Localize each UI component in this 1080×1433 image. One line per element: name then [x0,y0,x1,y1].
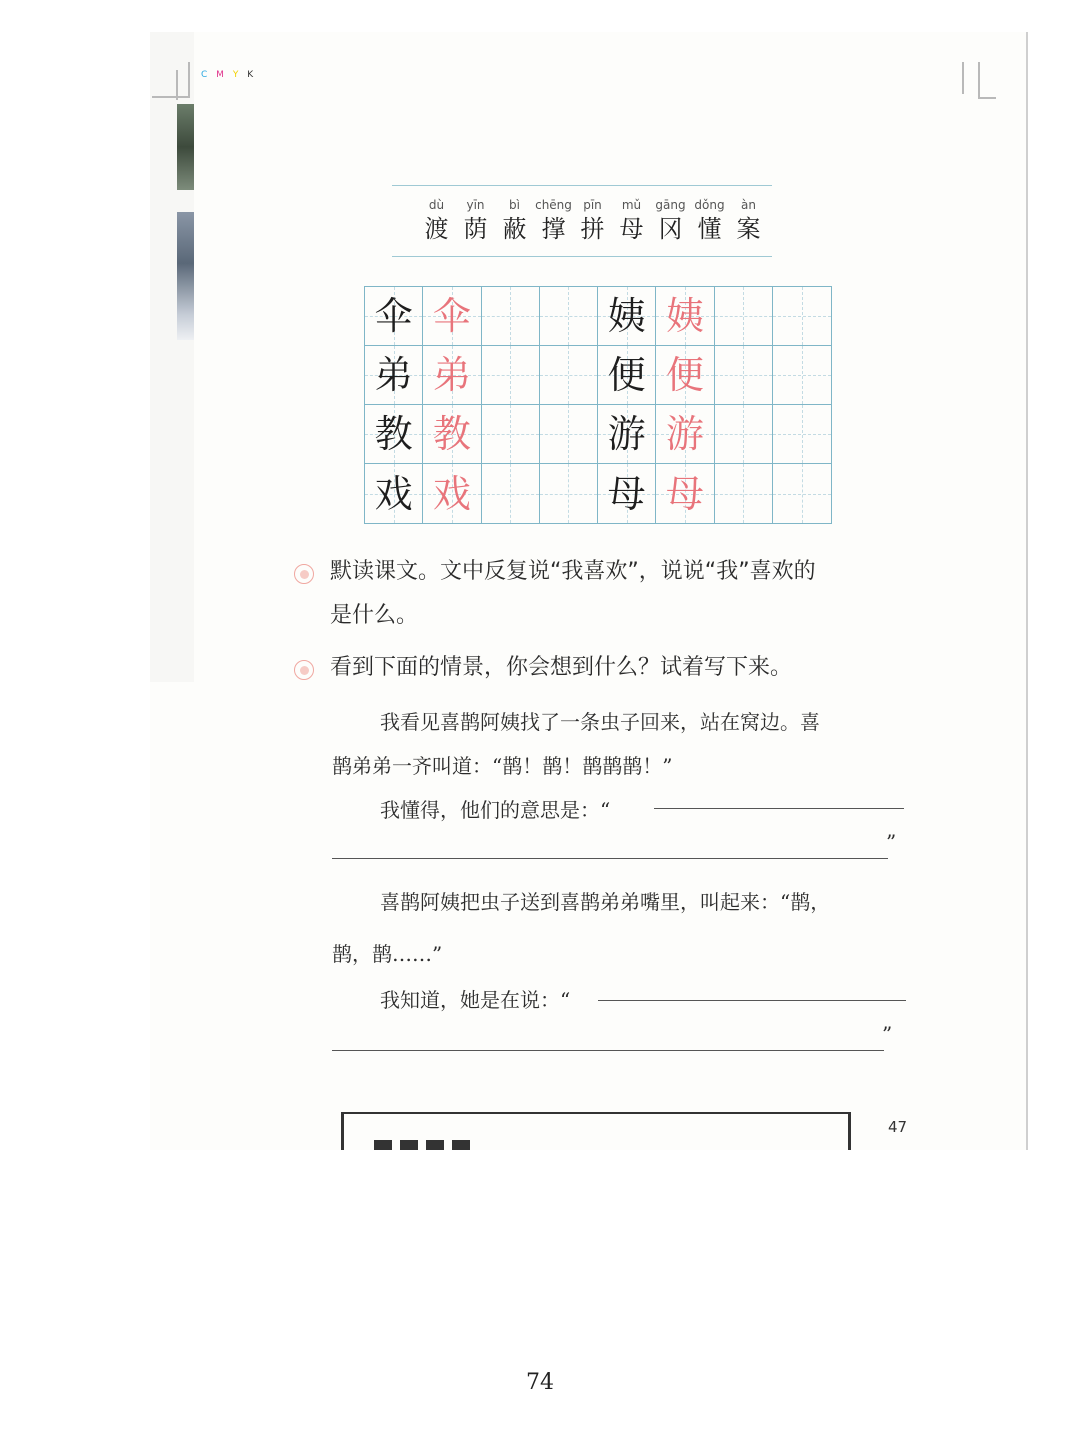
empty-writing-cell[interactable] [773,405,831,464]
cmyk-marks [201,70,256,80]
book-page-number: 47 [888,1118,908,1136]
pinyin: bì [509,198,520,212]
passage-1-line-2: 鹊弟弟一齐叫道：“鹊！鹊！鹊鹊鹊！” [332,754,673,778]
trace-character-cell [656,287,714,346]
empty-writing-cell[interactable] [715,287,773,346]
grid-character: 游 [665,412,704,456]
crop-mark [188,62,190,98]
close-quote: ” [882,1022,893,1046]
grid-character: 教 [432,412,471,456]
next-lesson-box [341,1112,851,1150]
hanzi: 荫 [463,215,488,243]
pinyin: àn [741,198,756,212]
cmyk-m: M [216,70,227,80]
hanzi: 蔽 [502,215,527,243]
trace-character-cell [656,346,714,405]
empty-writing-cell[interactable] [715,405,773,464]
vocab-word [420,198,453,244]
pinyin: dǒng [694,198,725,212]
answer-line[interactable] [332,858,888,859]
hanzi: 冈 [658,215,683,243]
empty-writing-cell[interactable] [715,464,773,523]
vocab-word [459,198,492,244]
passage-1-line-1: 我看见喜鹊阿姨找了一条虫子回来，站在窝边。喜 [380,710,820,734]
cmyk-y: Y [232,70,242,80]
hanzi: 懂 [697,215,722,243]
answer-line[interactable] [598,1000,906,1001]
empty-writing-cell[interactable] [540,405,598,464]
pinyin: gāng [655,198,686,212]
pinyin: yīn [466,198,485,212]
trace-character-cell [423,464,481,523]
model-character-cell [598,287,656,346]
photo-edge-bottom [177,212,194,340]
passage-2-line-1: 喜鹊阿姨把虫子送到喜鹊弟弟嘴里，叫起来：“鹊， [380,890,831,914]
vocab-word [693,198,726,244]
grid-character: 伞 [432,294,471,338]
hanzi: 渡 [424,215,449,243]
crop-mark [152,96,188,98]
footer-page-number: 74 [526,1370,554,1395]
hanzi: 案 [736,215,761,243]
grid-character: 姨 [607,294,646,338]
cmyk-c: C [201,70,211,80]
model-character-cell [365,464,423,523]
empty-writing-cell[interactable] [482,346,540,405]
grid-character: 教 [374,412,413,456]
trace-character-cell [423,287,481,346]
question-2: 看到下面的情景，你会想到什么？试着写下来。 [330,655,793,680]
answer-line[interactable] [654,808,904,809]
empty-writing-cell[interactable] [773,287,831,346]
question-1-line-2: 是什么。 [330,603,419,628]
vocabulary-row [420,198,765,244]
vocab-word [732,198,765,244]
answer-line[interactable] [332,1050,884,1051]
grid-character: 便 [607,353,646,397]
passage-2-line-2: 鹊，鹊……” [332,942,443,966]
hanzi: 撑 [541,215,566,243]
cut-off-heading [374,1140,474,1150]
trace-character-cell [423,405,481,464]
empty-writing-cell[interactable] [540,464,598,523]
model-character-cell [365,287,423,346]
pinyin: chēng [535,198,572,212]
cmyk-k: K [247,70,257,80]
model-character-cell [365,346,423,405]
crop-mark [978,97,996,99]
empty-writing-cell[interactable] [482,464,540,523]
trace-character-cell [423,346,481,405]
hanzi: 拼 [580,215,605,243]
writing-grid [364,286,832,524]
model-character-cell [598,405,656,464]
crop-mark [176,70,178,100]
question-1-line-1: 默读课文。文中反复说“我喜欢”，说说“我”喜欢的 [330,559,816,584]
grid-character: 姨 [665,294,704,338]
grid-character: 便 [665,353,704,397]
vocab-word [498,198,531,244]
grid-character: 戏 [374,471,413,516]
question-icon [294,564,314,584]
grid-character: 伞 [374,294,413,338]
vocab-word [576,198,609,244]
model-character-cell [365,405,423,464]
pinyin: dù [428,198,445,212]
vocab-word [654,198,687,244]
empty-writing-cell[interactable] [482,405,540,464]
vocab-word [537,198,570,244]
crop-mark [962,62,964,94]
hanzi: 母 [619,215,644,243]
grid-character: 母 [665,471,704,516]
empty-writing-cell[interactable] [482,287,540,346]
question-icon [294,660,314,680]
model-character-cell [598,464,656,523]
vocabulary-box [392,185,772,257]
model-character-cell [598,346,656,405]
grid-character: 弟 [432,353,471,397]
pinyin: pīn [583,198,602,212]
close-quote: ” [886,830,897,854]
pinyin: mǔ [621,198,642,212]
passage-1-prompt: 我懂得，他们的意思是：“ [380,798,611,822]
empty-writing-cell[interactable] [773,346,831,405]
grid-character: 游 [607,412,646,456]
empty-writing-cell[interactable] [540,346,598,405]
trace-character-cell [656,464,714,523]
passage-2-prompt: 我知道，她是在说：“ [380,988,571,1012]
grid-character: 弟 [374,353,413,397]
photo-edge-top [177,104,194,190]
empty-writing-cell[interactable] [540,287,598,346]
grid-character: 母 [607,471,646,516]
trace-character-cell [656,405,714,464]
empty-writing-cell[interactable] [773,464,831,523]
crop-mark [978,62,980,98]
empty-writing-cell[interactable] [715,346,773,405]
vocab-word [615,198,648,244]
grid-character: 戏 [432,471,471,516]
